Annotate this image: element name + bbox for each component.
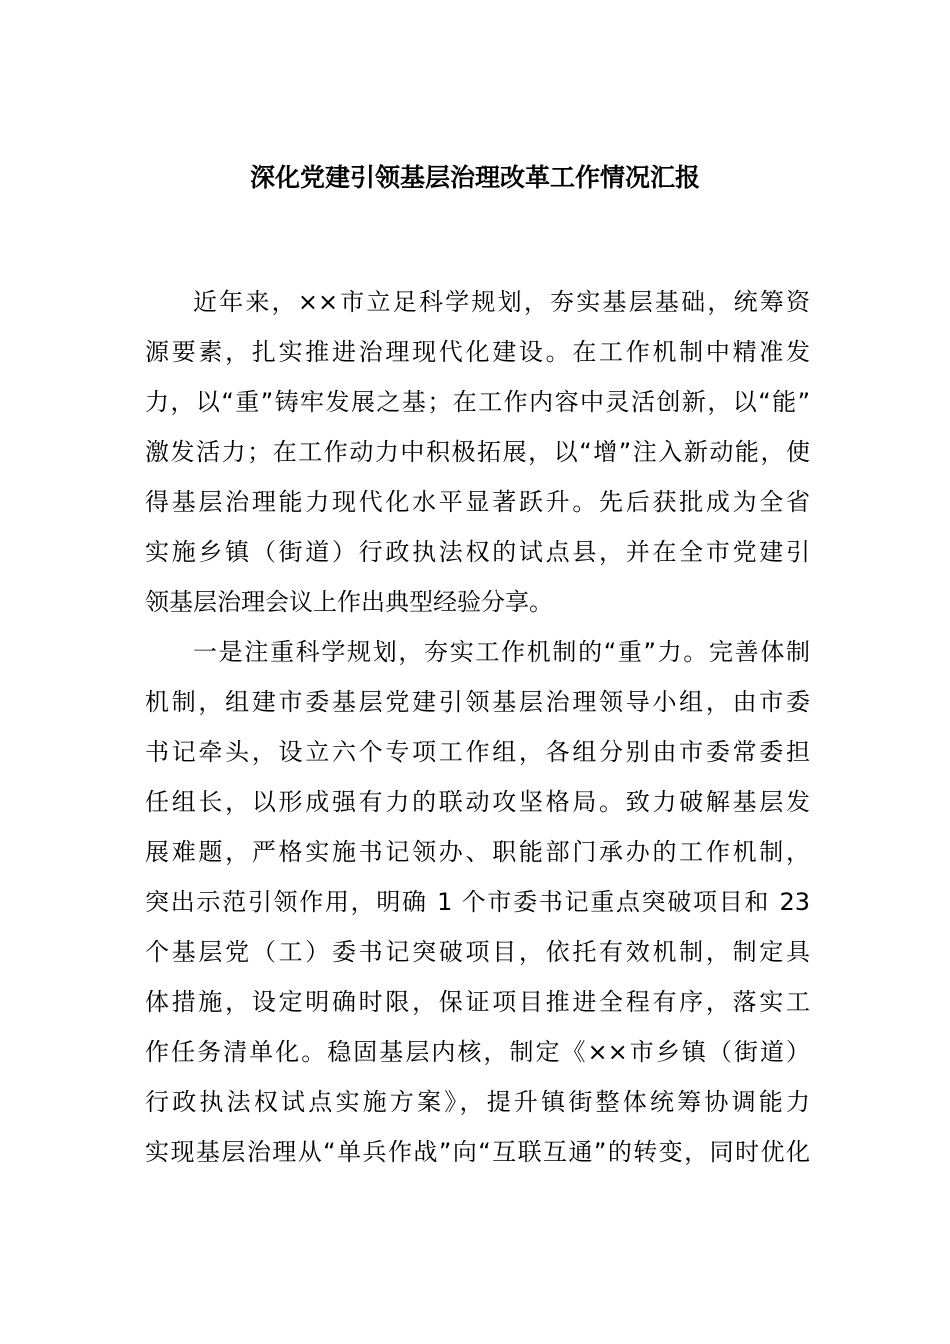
text-line: 一是注重科学规划，夯实工作机制的“重”力。完善体制 xyxy=(193,638,810,666)
document-body xyxy=(145,277,810,1177)
text-line: 个基层党（工）委书记突破项目，依托有效机制，制定具 xyxy=(145,938,810,966)
text-line: 实施乡镇（街道）行政执法权的试点县，并在全市党建引 xyxy=(145,538,810,566)
text-line: 展难题，严格实施书记领办、职能部门承办的工作机制， xyxy=(145,838,810,866)
text-line: 实现基层治理从“单兵作战”向“互联互通”的转变，同时优化 xyxy=(145,1138,810,1166)
text-line: 得基层治理能力现代化水平显著跃升。先后获批成为全省 xyxy=(145,488,810,516)
text-line: 近年来，××市立足科学规划，夯实基层基础，统筹资 xyxy=(193,288,810,316)
text-line: 激发活力；在工作动力中积极拓展，以“增”注入新动能，使 xyxy=(145,438,810,466)
text-line: 力，以“重”铸牢发展之基；在工作内容中灵活创新，以“能” xyxy=(145,388,810,416)
text-line: 突出示范引领作用，明确 1 个市委书记重点突破项目和 23 xyxy=(145,888,810,916)
text-line: 书记牵头，设立六个专项工作组，各组分别由市委常委担 xyxy=(145,738,810,766)
text-line: 源要素，扎实推进治理现代化建设。在工作机制中精准发 xyxy=(145,338,810,366)
text-line: 任组长，以形成强有力的联动攻坚格局。致力破解基层发 xyxy=(145,788,810,816)
document-title: 深化党建引领基层治理改革工作情况汇报 xyxy=(249,163,700,192)
text-line: 体措施，设定明确时限，保证项目推进全程有序，落实工 xyxy=(145,988,810,1016)
text-line: 行政执法权试点实施方案》，提升镇街整体统筹协调能力 xyxy=(145,1088,810,1116)
text-line: 作任务清单化。稳固基层内核，制定《××市乡镇（街道） xyxy=(145,1038,810,1066)
text-line: 机制，组建市委基层党建引领基层治理领导小组，由市委 xyxy=(145,688,810,716)
text-line: 领基层治理会议上作出典型经验分享。 xyxy=(145,588,553,616)
